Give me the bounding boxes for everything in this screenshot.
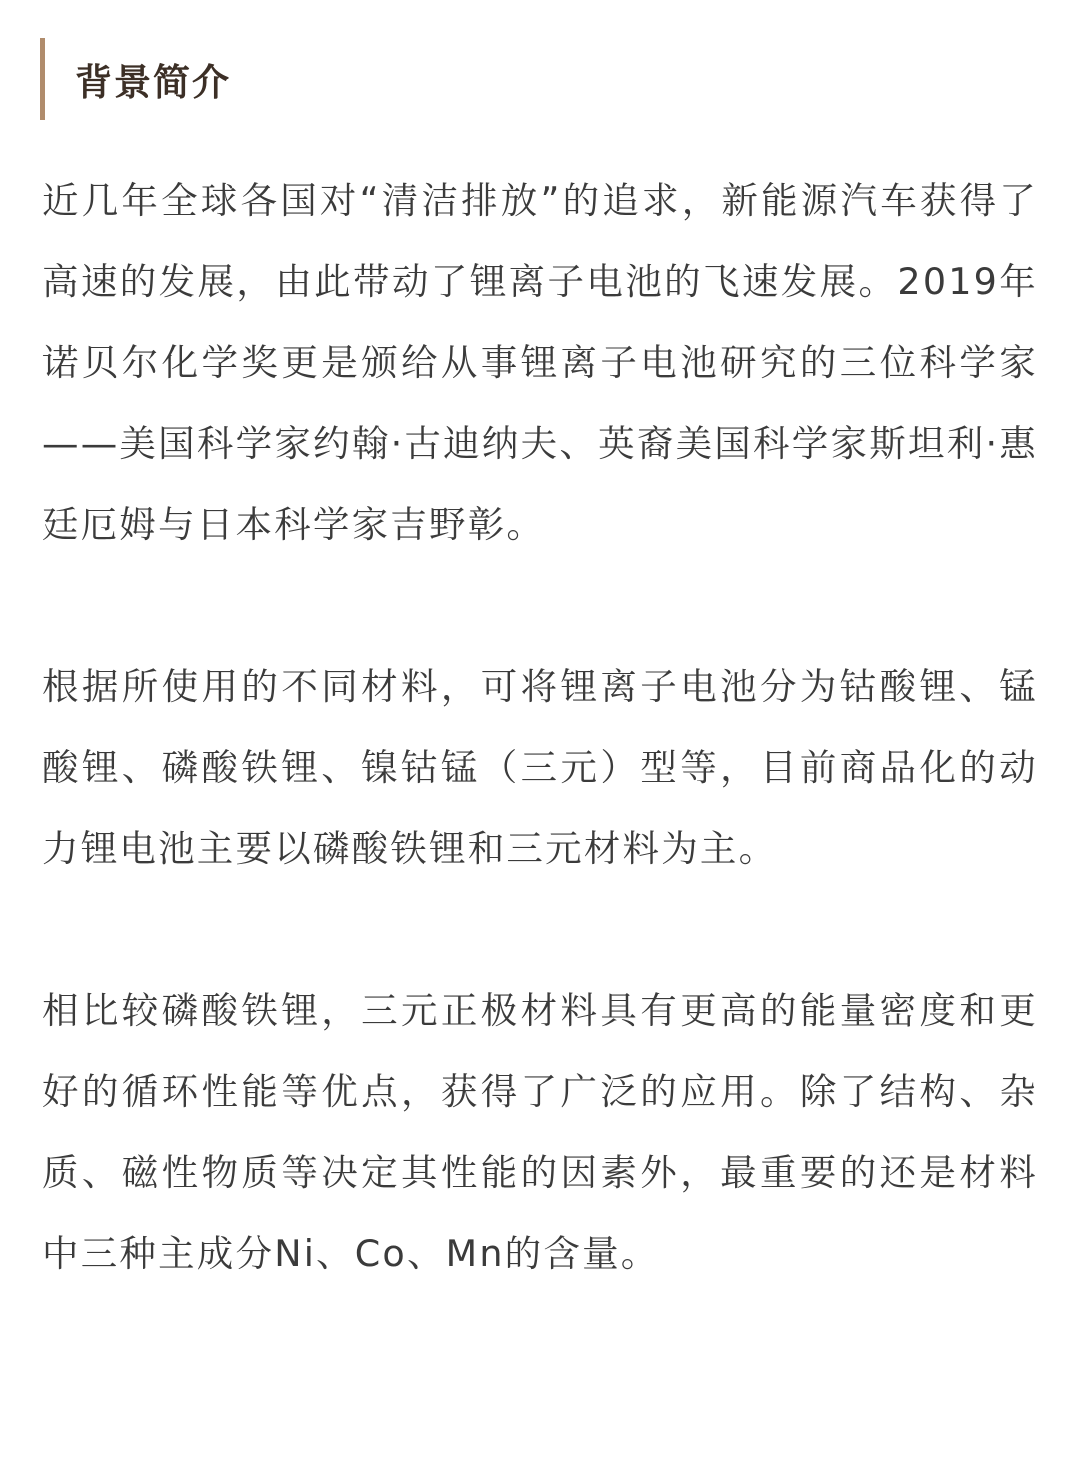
section-title: 背景简介 <box>75 61 231 104</box>
section-accent-bar <box>40 38 45 120</box>
paragraph-ternary-materials: 相比较磷酸铁锂，三元正极材料具有更高的能量密度和更好的循环性能等优点，获得了广泛的应用。除了结构、杂质、磁性物质等决定其性能的因素外，最重要的还是材料中三种主成分Ni、Co、Mn的含量。 <box>42 989 1038 1275</box>
section-header <box>40 38 231 120</box>
article-body <box>42 160 1038 1294</box>
paragraph-battery-types: 根据所使用的不同材料，可将锂离子电池分为钴酸锂、锰酸锂、磷酸铁锂、镍钴锰（三元）型等，目前商品化的动力锂电池主要以磷酸铁锂和三元材料为主。 <box>42 665 1038 870</box>
paragraph-background: 近几年全球各国对“清洁排放”的追求，新能源汽车获得了高速的发展，由此带动了锂离子电池的飞速发展。2019年诺贝尔化学奖更是颁给从事锂离子电池研究的三位科学家——美国科学家约翰·古迪纳夫、英裔美国科学家斯坦利·惠廷厄姆与日本科学家吉野彰。 <box>42 179 1038 546</box>
